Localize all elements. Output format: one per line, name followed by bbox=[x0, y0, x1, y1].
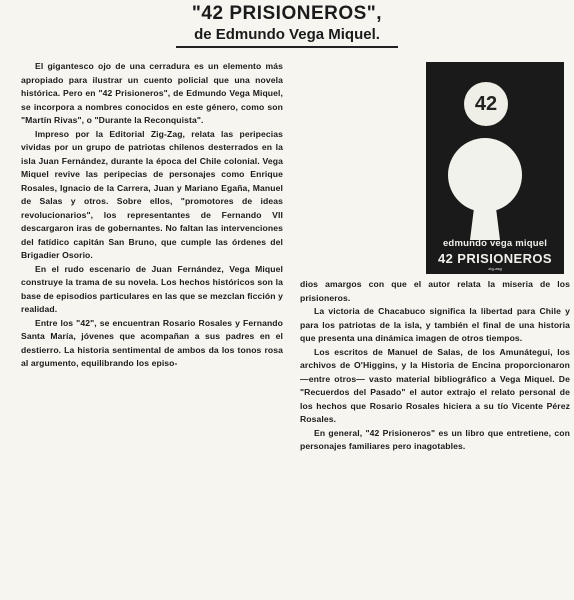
paragraph: Entre los "42", se encuentran Rosario Rosales y Fernando Santa María, jóvenes que acompañan a sus padres en el destierro. La historia sentimental de ambos da los tonos rosa al argumento, equilibrando los episo- bbox=[21, 317, 283, 368]
cover-title: 42 PRISIONEROS bbox=[438, 251, 552, 266]
book-cover-image bbox=[426, 62, 564, 274]
paragraph: En general, "42 Prisioneros" es un libro que entretiene, con personajes familiares pero inagotables. bbox=[300, 427, 570, 451]
paragraph: La victoria de Chacabuco significa la libertad para Chile y para los patriotas de la isla, y también el final de una historia que presenta una dinámica imagen de otros tiempos. bbox=[300, 306, 570, 343]
article-header bbox=[0, 0, 574, 48]
paragraph: En el rudo escenario de Juan Fernández, Vega Miquel construye la trama de su novela. Los hechos históricos son la base de episodios particulares en las que se mezclan ficción y realidad. bbox=[21, 263, 283, 314]
paragraph: El gigantesco ojo de una cerradura es un elemento más apropiado para ilustrar un cuento policial que una novela histórica. Pero en "42 Prisioneros", de Edmundo Vega Miquel, se incorpora a nombres conocidos en este género, como son "Martín Rivas", o "Durante la Reconquista". bbox=[21, 61, 283, 125]
paragraph: dios amargos con que el autor relata la miseria de los prisioneros. bbox=[300, 279, 570, 303]
cover-imprint: zig-zag bbox=[488, 266, 502, 271]
left-column bbox=[21, 60, 283, 371]
article-title: "42 PRISIONEROS", bbox=[191, 3, 383, 24]
article-subtitle: de Edmundo Vega Miquel. bbox=[176, 25, 398, 48]
cover-author: edmundo vega miquel bbox=[442, 238, 548, 249]
paragraph: Impreso por la Editorial Zig-Zag, relata las peripecias vividas por un grupo de patriotas chilenos desterrados en la isla Juan Fernández, durante la época del Chile colonial. Vega Miquel revive las peripecias de personajes como Enrique Rosales, Ignacio de la Carrera, Juan y Mariano Egaña, Manuel de Salas y otros. Sobre ellos, "promotores de ideas revolucionarios", los representantes de Fernando VII descargaron iras de gobernantes. No faltan las intervenciones del fatídico capitán San Bruno, que cumple las órdenes del Brigadier Osorio. bbox=[21, 128, 283, 260]
cover-number-badge: 42 bbox=[464, 82, 508, 126]
right-column bbox=[300, 278, 570, 454]
paragraph: Los escritos de Manuel de Salas, de los Amunátegui, los archivos de O'Higgins, y la Historia de Encina proporcionaron —entre otros— vasto material bibliográfico a Vega Miquel. De "Recuerdos del Pasado" el autor extrajo el relato personal de los hechos que Rosario Rosales hiciera a su tío Vicente Pérez Rosales. bbox=[300, 346, 570, 424]
